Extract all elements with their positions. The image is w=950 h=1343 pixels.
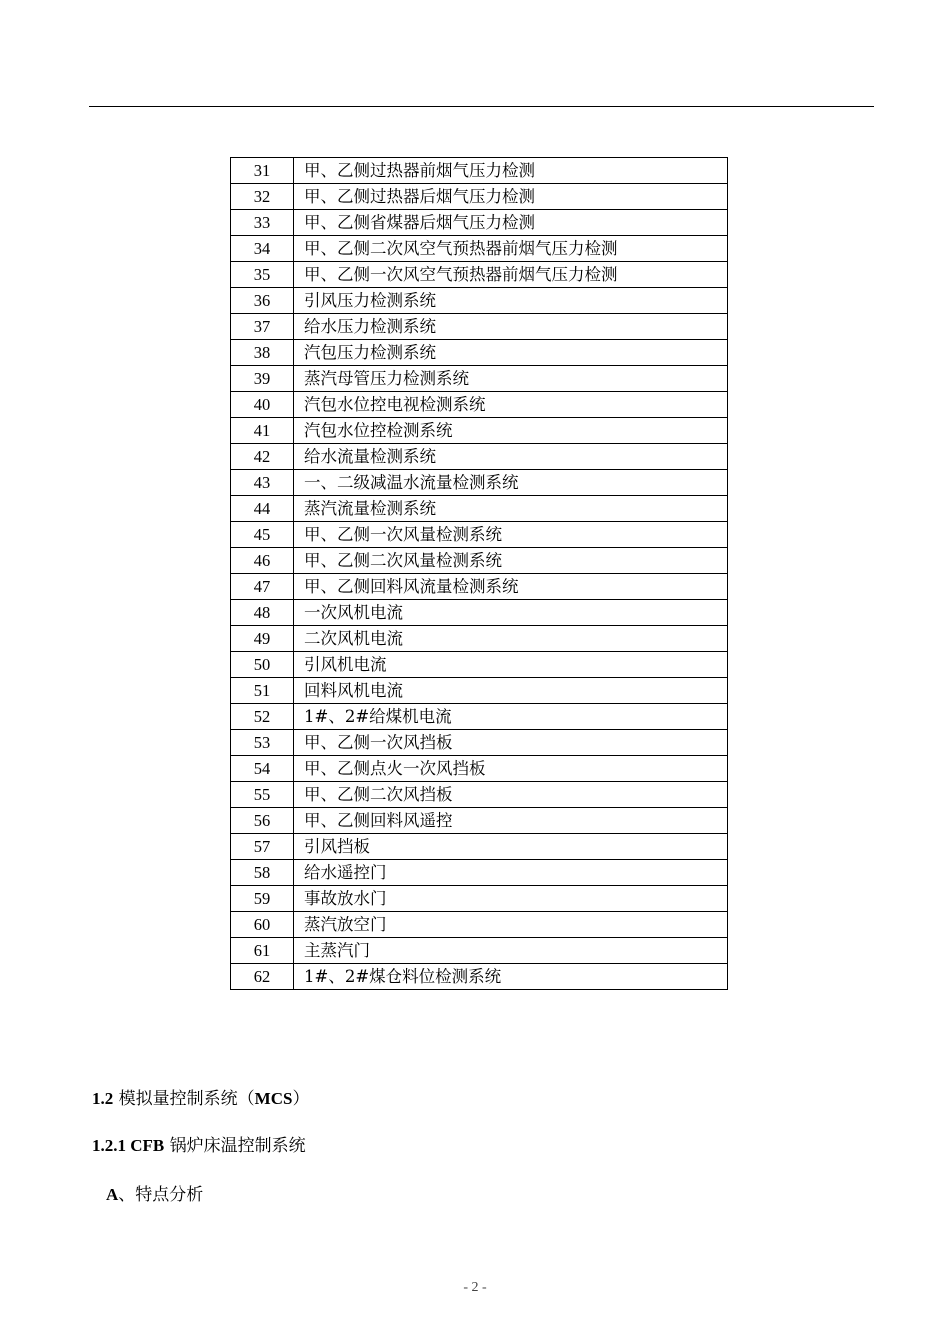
table-row (231, 522, 728, 548)
header-rule (89, 106, 874, 107)
row-number: 41 (231, 418, 294, 444)
row-description: 甲、乙侧省煤器后烟气压力检测 (294, 210, 728, 236)
row-description: 主蒸汽门 (294, 938, 728, 964)
table-row (231, 548, 728, 574)
table-row (231, 886, 728, 912)
row-number: 51 (231, 678, 294, 704)
row-description: 回料风机电流 (294, 678, 728, 704)
table-row (231, 626, 728, 652)
row-number: 54 (231, 756, 294, 782)
table-row (231, 444, 728, 470)
table-row (231, 600, 728, 626)
table-row (231, 964, 728, 990)
row-description: 甲、乙侧过热器后烟气压力检测 (294, 184, 728, 210)
row-description: 汽包压力检测系统 (294, 340, 728, 366)
row-description: 引风挡板 (294, 834, 728, 860)
section-title: 模拟量控制系统（ (113, 1089, 255, 1109)
table-row (231, 704, 728, 730)
table-row (231, 340, 728, 366)
table-row (231, 574, 728, 600)
items-table (230, 157, 728, 990)
row-number: 45 (231, 522, 294, 548)
table-row (231, 210, 728, 236)
row-description: 给水压力检测系统 (294, 314, 728, 340)
table-row (231, 860, 728, 886)
row-number: 43 (231, 470, 294, 496)
section-close: ） (292, 1089, 310, 1109)
row-description: 甲、乙侧一次风量检测系统 (294, 522, 728, 548)
table-row (231, 236, 728, 262)
row-description: 事故放水门 (294, 886, 728, 912)
row-number: 34 (231, 236, 294, 262)
table-row (231, 938, 728, 964)
table-row (231, 158, 728, 184)
row-number: 53 (231, 730, 294, 756)
row-description: 甲、乙侧回料风遥控 (294, 808, 728, 834)
row-number: 36 (231, 288, 294, 314)
row-description: 汽包水位控电视检测系统 (294, 392, 728, 418)
row-description: 二次风机电流 (294, 626, 728, 652)
row-description: 蒸汽放空门 (294, 912, 728, 938)
row-description: 蒸汽母管压力检测系统 (294, 366, 728, 392)
row-description: 甲、乙侧点火一次风挡板 (294, 756, 728, 782)
row-description: 甲、乙侧回料风流量检测系统 (294, 574, 728, 600)
table-row (231, 496, 728, 522)
row-description: 甲、乙侧二次风空气预热器前烟气压力检测 (294, 236, 728, 262)
row-description: 一、二级减温水流量检测系统 (294, 470, 728, 496)
row-number: 57 (231, 834, 294, 860)
table-row (231, 834, 728, 860)
table-row (231, 418, 728, 444)
table-row (231, 652, 728, 678)
table-row (231, 392, 728, 418)
row-description: 蒸汽流量检测系统 (294, 496, 728, 522)
table-row (231, 678, 728, 704)
row-description: 甲、乙侧二次风量检测系统 (294, 548, 728, 574)
page-number: - 2 - (463, 1280, 487, 1295)
row-description: 1#、2#煤仓料位检测系统 (294, 964, 728, 990)
row-number: 58 (231, 860, 294, 886)
row-number: 35 (231, 262, 294, 288)
row-number: 31 (231, 158, 294, 184)
row-number: 55 (231, 782, 294, 808)
table-row (231, 314, 728, 340)
row-number: 40 (231, 392, 294, 418)
row-number: 38 (231, 340, 294, 366)
row-number: 49 (231, 626, 294, 652)
row-number: 32 (231, 184, 294, 210)
row-description: 甲、乙侧二次风挡板 (294, 782, 728, 808)
row-description: 甲、乙侧一次风挡板 (294, 730, 728, 756)
row-number: 50 (231, 652, 294, 678)
subsection-heading-a (106, 1180, 203, 1205)
subsection-letter: A (106, 1185, 119, 1204)
row-number: 56 (231, 808, 294, 834)
table-row (231, 262, 728, 288)
row-description: 给水遥控门 (294, 860, 728, 886)
section-number: 1.2 (92, 1089, 114, 1108)
row-number: 47 (231, 574, 294, 600)
row-number: 59 (231, 886, 294, 912)
row-number: 42 (231, 444, 294, 470)
section-heading-1-2-1 (92, 1131, 306, 1156)
table-row (231, 184, 728, 210)
row-description: 给水流量检测系统 (294, 444, 728, 470)
row-number: 46 (231, 548, 294, 574)
table-row (231, 470, 728, 496)
row-number: 61 (231, 938, 294, 964)
row-description: 甲、乙侧过热器前烟气压力检测 (294, 158, 728, 184)
row-number: 60 (231, 912, 294, 938)
row-description: 引风机电流 (294, 652, 728, 678)
row-description: 一次风机电流 (294, 600, 728, 626)
row-number: 33 (231, 210, 294, 236)
table-row (231, 912, 728, 938)
row-description: 甲、乙侧一次风空气预热器前烟气压力检测 (294, 262, 728, 288)
row-description: 汽包水位控检测系统 (294, 418, 728, 444)
row-number: 39 (231, 366, 294, 392)
section-title: 锅炉床温控制系统 (164, 1136, 306, 1156)
table-row (231, 756, 728, 782)
section-abbrev: MCS (254, 1089, 293, 1108)
table-row (231, 288, 728, 314)
row-description: 引风压力检测系统 (294, 288, 728, 314)
row-description: 1#、2#给煤机电流 (294, 704, 728, 730)
subsection-title: 、特点分析 (118, 1185, 204, 1205)
table-row (231, 730, 728, 756)
table-row (231, 808, 728, 834)
row-number: 44 (231, 496, 294, 522)
row-number: 48 (231, 600, 294, 626)
section-heading-1-2 (92, 1084, 309, 1109)
items-table-body (231, 158, 728, 990)
row-number: 52 (231, 704, 294, 730)
section-number: 1.2.1 CFB (92, 1136, 165, 1155)
table-row (231, 366, 728, 392)
row-number: 37 (231, 314, 294, 340)
row-number: 62 (231, 964, 294, 990)
table-row (231, 782, 728, 808)
